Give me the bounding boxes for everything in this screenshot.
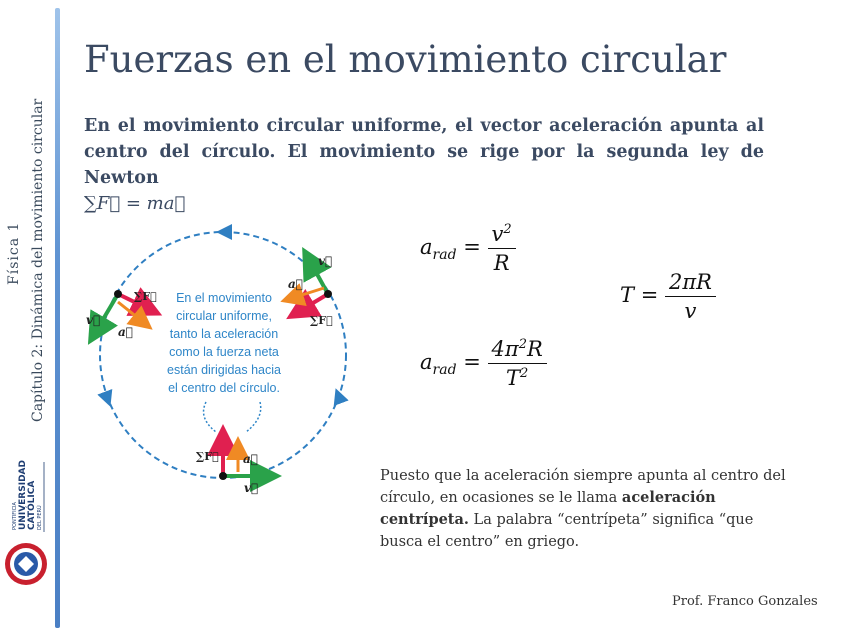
page-title: Fuerzas en el movimiento circular xyxy=(84,38,727,81)
bottom-point xyxy=(196,432,274,495)
university-line-3: CATÓLICA xyxy=(27,480,37,530)
university-line-4: DEL PERÚ xyxy=(37,505,43,530)
university-seal-icon xyxy=(5,543,47,585)
university-logo xyxy=(4,452,50,592)
caption-line-3: tanto la aceleración xyxy=(169,327,279,341)
caption-line-4: como la fuerza neta xyxy=(169,345,279,359)
intro-paragraph xyxy=(84,113,764,217)
note-bold-term: aceleración centrípeta. xyxy=(380,489,716,528)
centripetal-note xyxy=(380,465,800,553)
diagram-caption xyxy=(167,291,281,395)
caption-line-6: el centro del círculo. xyxy=(168,381,280,395)
caption-line-5: están dirigidas hacia xyxy=(167,363,281,377)
label-a-bottom: a⃗ xyxy=(243,452,258,466)
intro-text: En el movimiento circular uniforme, el vector aceleración apunta al centro del círculo. El movimiento se rige por la segunda ley de Newton xyxy=(84,116,764,188)
label-force-bottom: ∑F⃗ xyxy=(196,450,219,463)
label-a-right: a⃗ xyxy=(288,277,303,291)
label-v-right: v⃗ xyxy=(318,254,333,268)
formula-arad-period: $a_{rad}$ = $\frac{4\pi^2R}{T^2}$ xyxy=(420,337,547,390)
right-point xyxy=(286,254,333,327)
subject-label: Física 1 xyxy=(6,221,22,285)
university-line-1: PONTIFICIA xyxy=(12,502,18,530)
formula-arad-velocity: $a_{rad}$ = $\frac{v^2}{R}$ xyxy=(420,222,516,275)
formula-period: T = $\frac{2\pi R}{v}$ xyxy=(620,270,716,323)
sidebar xyxy=(0,0,64,636)
university-line-2: UNIVERSIDAD xyxy=(18,460,28,530)
note-text-2: La palabra “centrípeta” significa “que busca el centro” en griego. xyxy=(380,512,754,550)
intro-equation: ∑F⃗ = ma⃗ xyxy=(84,193,186,214)
author-footer: Prof. Franco Gonzales xyxy=(672,594,818,609)
label-a-left: a⃗ xyxy=(118,325,133,339)
label-force-right: ∑F⃗ xyxy=(310,314,333,327)
caption-line-1: En el movimiento xyxy=(176,291,272,305)
caption-line-2: circular uniforme, xyxy=(176,309,272,323)
label-v-left: v⃗ xyxy=(86,313,101,327)
sidebar-accent-bar xyxy=(55,8,60,628)
note-text-1: Puesto que la aceleración siempre apunta al centro del círculo, en ocasiones se le llama xyxy=(380,468,786,506)
label-force-left: ∑F⃗ xyxy=(134,290,157,303)
left-point xyxy=(86,290,157,339)
chapter-label: Capítulo 2: Dinámica del movimiento circular xyxy=(30,98,46,422)
circular-motion-diagram xyxy=(78,220,368,495)
label-v-bottom: v⃗ xyxy=(244,481,259,495)
